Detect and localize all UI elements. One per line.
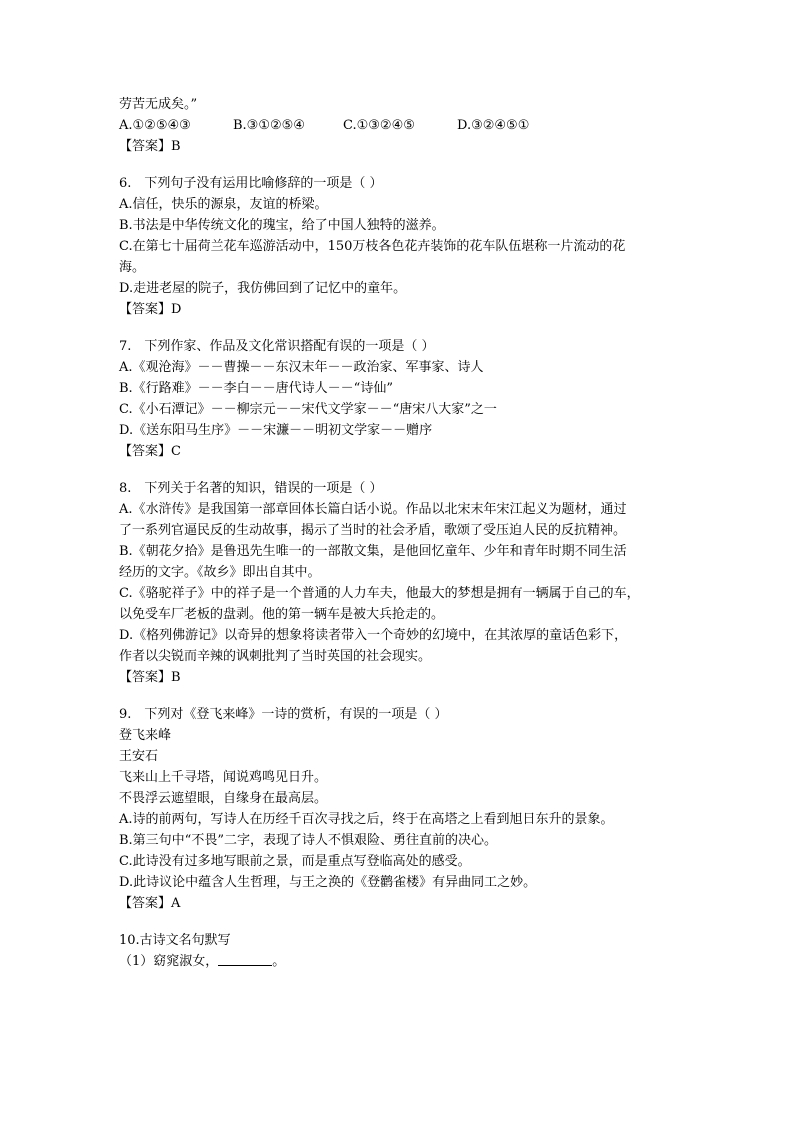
q5-option-b: B.③①②⑤④ — [233, 118, 305, 133]
q9-stem: 9. 下列对《登飞来峰》一诗的赏析，有误的一项是（ ） — [119, 707, 448, 722]
q8-option-d: D.《格列佛游记》以奇异的想象将读者带入一个奇妙的幻境中，在其浓厚的童话色彩下， — [119, 628, 628, 643]
q5-options — [119, 115, 679, 136]
q5-answer: 【答案】B — [119, 139, 181, 154]
q9-poem-author: 王安石 — [119, 749, 159, 764]
q7-answer: 【答案】C — [119, 444, 181, 459]
q6-option-a: A.信任，快乐的源泉，友谊的桥梁。 — [119, 197, 328, 212]
q10-item-1-suffix: 。 — [272, 954, 286, 969]
q9-option-d: D.此诗议论中蕴含人生哲理，与王之涣的《登鹳雀楼》有异曲同工之妙。 — [119, 875, 537, 890]
q6-stem: 6. 下列句子没有运用比喻修辞的一项是（ ） — [119, 176, 383, 191]
q8-answer: 【答案】B — [119, 670, 181, 685]
q5-text-tail: 劳苦无成矣。” — [119, 97, 198, 112]
q7-stem: 7. 下列作家、作品及文化常识搭配有误的一项是（ ） — [119, 339, 435, 354]
q7-option-a: A.《观沧海》－－曹操－－东汉末年－－政治家、军事家、诗人 — [119, 360, 484, 375]
q5-option-d: D.③②④⑤① — [457, 118, 530, 133]
q9-option-c: C.此诗没有过多地写眼前之景，而是重点写登临高处的感受。 — [119, 854, 471, 869]
q6-option-c-cont: 海。 — [119, 260, 146, 275]
q10-item-1-prefix: （1）窈窕淑女， — [119, 954, 219, 969]
q6-option-b: B.书法是中华传统文化的瑰宝，给了中国人独特的滋养。 — [119, 218, 445, 233]
q7-option-c: C.《小石潭记》－－柳宗元－－宋代文学家－－“唐宋八大家”之一 — [119, 402, 497, 417]
q6-answer: 【答案】D — [119, 302, 182, 317]
q10-item-1-blank[interactable] — [218, 951, 272, 966]
q7-option-d: D.《送东阳马生序》－－宋濂－－明初文学家－－赠序 — [119, 423, 433, 438]
document-page — [119, 94, 679, 972]
q8-stem: 8. 下列关于名著的知识，错误的一项是（ ） — [119, 481, 383, 496]
q5-option-c: C.①③②④⑤ — [343, 118, 415, 133]
q8-option-b: B.《朝花夕拾》是鲁迅先生唯一的一部散文集，是他回忆童年、少年和青年时期不同生活 — [119, 544, 627, 559]
q10-stem: 10.古诗文名句默写 — [119, 933, 231, 948]
q9-poem-line-1: 飞来山上千寻塔，闻说鸡鸣见日升。 — [119, 770, 328, 785]
q9-answer: 【答案】A — [119, 896, 181, 911]
q9-option-a: A.诗的前两句，写诗人在历经千百次寻找之后，终于在高塔之上看到旭日东升的景象。 — [119, 812, 614, 827]
q8-option-a-cont: 了一系列官逼民反的生动故事，揭示了当时的社会矛盾，歌颂了受压迫人民的反抗精神。 — [119, 523, 627, 538]
q8-option-d-cont: 作者以尖锐而辛辣的讽刺批判了当时英国的社会现实。 — [119, 649, 432, 664]
q9-option-b: B.第三句中“不畏”二字，表现了诗人不惧艰险、勇往直前的决心。 — [119, 833, 497, 848]
q8-option-b-cont: 经历的文字。《故乡》即出自其中。 — [119, 565, 321, 580]
q10-item-1 — [119, 951, 679, 972]
q7-option-b: B.《行路难》－－李白－－唐代诗人－－“诗仙” — [119, 381, 393, 396]
q5-option-a: A.①②⑤④③ — [119, 118, 191, 133]
q9-poem-line-2: 不畏浮云遮望眼，自缘身在最高层。 — [119, 791, 328, 806]
q8-option-c-cont: 以免受车厂老板的盘剥。他的第一辆车是被大兵抢走的。 — [119, 607, 445, 622]
q8-option-a: A.《水浒传》是我国第一部章回体长篇白话小说。作品以北宋末年宋江起义为题材，通过 — [119, 502, 627, 517]
q6-option-d: D.走进老屋的院子，我仿佛回到了记忆中的童年。 — [119, 281, 407, 296]
q9-poem-title: 登飞来峰 — [119, 728, 172, 743]
q6-option-c: C.在第七十届荷兰花车巡游活动中，150万枝各色花卉装饰的花车队伍堪称一片流动的花 — [119, 239, 626, 254]
q8-option-c: C.《骆驼祥子》中的祥子是一个普通的人力车夫，他最大的梦想是拥有一辆属于自己的车， — [119, 586, 640, 601]
